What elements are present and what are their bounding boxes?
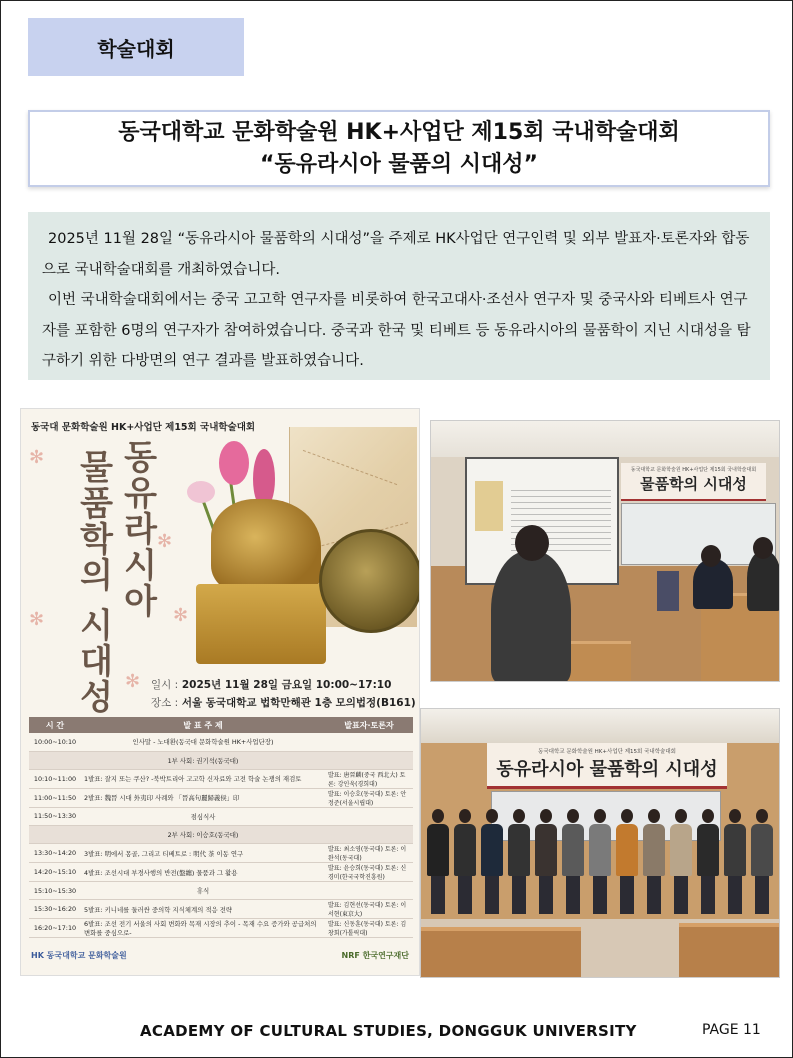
dongguk-logo: HK 동국대학교 문화학술원 [31,951,127,960]
event-banner-large [487,743,727,789]
coin-image [319,529,420,633]
person-figure [751,809,773,914]
schedule-topic: 휴식 [81,882,325,900]
schedule-time [29,751,81,769]
schedule-presenter: 발표: 최소영(동국대) 토론: 이완석(동국대) [325,844,413,863]
person-figure [643,809,665,914]
schedule-presenter [325,733,413,751]
poster-place [151,695,416,710]
schedule-row [29,919,413,938]
schedule-presenter [325,826,413,844]
schedule-presenter: 발표: 唐晉麟(중국 西北大) 토론: 강인욱(경희대) [325,769,413,788]
schedule-presenter [325,882,413,900]
schedule-row [29,826,413,844]
summary-paragraph-1: 2025년 11월 28일 “동유라시아 물품학의 시대성”을 주제로 HK사업단 연구인력 및 외부 발표자·토론자와 합동으로 국내학술대회를 개최하였습니다. [42,231,750,278]
schedule-row [29,807,413,825]
schedule-presenter: 발표: 이승호(동국대) 토론: 안정준(서울시립대) [325,788,413,807]
person-figure [724,809,746,914]
banner-large-subtitle: 동국대학교 문화학술원 HK+사업단 제15회 국내학술대회 [538,749,676,755]
person-figure [508,809,530,914]
person-figure [589,809,611,914]
schedule-presenter: 발표: 신동훈(동국대) 토론: 김창회(가톨릭대) [325,919,413,938]
schedule-time: 16:20~17:10 [29,919,81,938]
flower-image [219,441,249,485]
person-figure [481,809,503,914]
poster-date-label: 일시 : [151,679,179,691]
schedule-topic: 6발표: 조선 전기 서울의 사회 변화와 목재 시장의 추이 - 목재 수요 증가와 공급처의 변화를 중심으로- [81,919,325,938]
person-figure [616,809,638,914]
schedule-row [29,733,413,751]
lion-seal-image [211,499,321,594]
schedule-topic: 1부 사회: 권기석(동국대) [81,751,325,769]
event-banner [621,463,766,501]
schedule-row [29,769,413,788]
schedule-time: 11:50~13:30 [29,807,81,825]
schedule-presenter: 발표: 윤승희(동국대) 토론: 신경미(한국국학진흥원) [325,863,413,882]
banner-title: 물품학의 시대성 [640,475,747,493]
poster-date [151,677,391,692]
schedule-presenter [325,807,413,825]
schedule-header-presenter: 발표자·토론자 [325,717,413,733]
schedule-topic: 인사말 - 노대환(동국대 문화학술원 HK+사업단장) [81,733,325,751]
banner-large-title: 동유라시아 물품학의 시대성 [496,759,718,780]
schedule-time: 15:10~15:30 [29,882,81,900]
poster-header: 동국대 문화학술원 HK+사업단 제15회 국내학술대회 [31,422,256,433]
schedule-row [29,882,413,900]
summary-paragraph-2: 이번 국내학술대회에서는 중국 고고학 연구자를 비롯하여 한국고대사·조선사 연구자 및 중국사와 티베트사 연구자를 포함한 6명의 연구자가 참여하였습니다. 중국과 한국 및 티베트 등 동유라시아의 물품학이 지닌 시대성을 탐구하기 위한 다방면의 연구 결과를 발표하였습니다. [42,292,751,369]
poster-title-dongyurasia: 동유라시아 [117,439,157,619]
nrf-logo: NRF 한국연구재단 [341,951,409,960]
person-figure [535,809,557,914]
person-figure [454,809,476,914]
schedule-table [29,717,413,938]
presentation-photo [430,420,780,682]
poster-place-value: 서울 동국대학교 법학만해관 1층 모의법정(B161) [181,697,416,709]
schedule-topic: 4발표: 조선시대 부경사행의 반전(盤纏) 물품과 그 활용 [81,863,325,882]
person-figure [427,809,449,914]
star-decoration-icon: ✻ [29,447,45,468]
poster-place-label: 장소 : [151,697,179,709]
article-title-box [28,110,770,187]
banner-subtitle: 동국대학교 문화학술원 HK+사업단 제15회 국내학술대회 [630,467,757,473]
page-number: PAGE 11 [702,1022,761,1038]
person-figure [697,809,719,914]
schedule-header-topic: 발 표 주 제 [81,717,325,733]
schedule-row [29,751,413,769]
article-title-line1: 동국대학교 문화학술원 HK+사업단 제15회 국내학술대회 [118,119,680,145]
group-photo [420,708,780,978]
section-tag: 학술대회 [28,18,244,76]
schedule-topic: 점심식사 [81,807,325,825]
seal-base-image [196,584,326,664]
conference-poster: 동국대 문화학술원 HK+사업단 제15회 국내학술대회 동유라시아 물품학의 시대성 ✻ ✻ ✻ ✻ ✻ 일시 : 2025년 11월 28일 금요일 10:00~17:10 장소 : 서울 동국대학교 법학만해관 1층 모의법정(B161) 시 간 발 표 주 제 발표자·토론자 10:00~10:10 인사말 - 노대환(동국대 문화학술원 HK+사업단장) 1부 사회: 권기석(동국대) 10:10~11:00 1발표: 잘지 또는 쿠산? -북박트리아 고고학 신자료와 고전 학술 논쟁의 재검토 발표: 唐晉麟(중국 西北大) 토론: 강인욱(경희대) 11:00~11:50 2발표: 魏晉 시대 外夷印 사례와 「晉高句麗歸義侯」印 발표: 이승호(동국대) 토론: 안정준(서울시립대) 11:50~13:30 점심식사 2부 사회: 이승호(동국대) 13:30~14:20 3발표: 明에서 몽골, 그리고 티베트로 : 明代 茶 이동 연구 발표: 최소영(동국대) 토론: 이완석(동국대) 14:20~15:10 4발표: 조선시대 부경사행의 반전(盤纏) 물품과 그 활용 발표: 윤승희(동국대) 토론: 신경미(한국국학진흥원) 15:10~15:30 휴식 15:30~16:20 5발표: 키니네를 둘러싼 중의학 지식체계의 적응 전략 발표: 김현선(동국대) 토론: 이서현(東京大) 16:20~17:10 6발표: 조선 전기 서울의 사회 변화와 목재 시장의 추이 - 목재 수요 증가와 공급처의 변화를 중심으로- 발표: 신동훈(동국대) 토론: 김창회(가톨릭대) HK 동국대학교 문화학술원 NRF 한국연구재단 [20,408,420,976]
schedule-time [29,826,81,844]
footer-organization: ACADEMY OF CULTURAL STUDIES, DONGGUK UNIVERSITY [140,1022,637,1040]
schedule-time: 10:00~10:10 [29,733,81,751]
schedule-time: 15:30~16:20 [29,900,81,919]
schedule-topic: 2발표: 魏晉 시대 外夷印 사례와 「晉高句麗歸義侯」印 [81,788,325,807]
article-title-line2: “동유라시아 물품의 시대성” [259,151,538,177]
poster-date-value: 2025년 11월 28일 금요일 10:00~17:10 [181,679,392,691]
schedule-topic: 2부 사회: 이승호(동국대) [81,826,325,844]
schedule-topic: 3발표: 明에서 몽골, 그리고 티베트로 : 明代 茶 이동 연구 [81,844,325,863]
person-figure [670,809,692,914]
schedule-presenter [325,751,413,769]
schedule-row [29,788,413,807]
schedule-topic: 5발표: 키니네를 둘러싼 중의학 지식체계의 적응 전략 [81,900,325,919]
schedule-time: 14:20~15:10 [29,863,81,882]
schedule-header-time: 시 간 [29,717,81,733]
schedule-time: 10:10~11:00 [29,769,81,788]
schedule-row [29,844,413,863]
poster-title-mulpumhak: 물품학의 시대성 [73,449,113,715]
person-figure [562,809,584,914]
schedule-presenter: 발표: 김현선(동국대) 토론: 이서현(東京大) [325,900,413,919]
schedule-row [29,863,413,882]
schedule-topic: 1발표: 잘지 또는 쿠산? -북박트리아 고고학 신자료와 고전 학술 논쟁의 재검토 [81,769,325,788]
schedule-row [29,900,413,919]
schedule-time: 11:00~11:50 [29,788,81,807]
schedule-time: 13:30~14:20 [29,844,81,863]
summary-box [28,212,770,380]
